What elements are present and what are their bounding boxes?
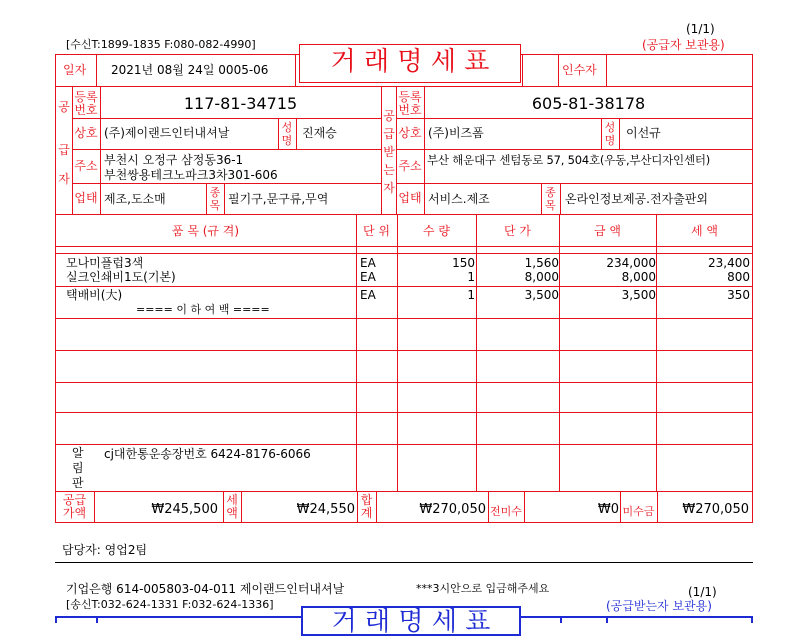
buyer-item-label: 종 목: [545, 186, 556, 212]
col-header-item: 품 목 (규 격): [171, 224, 240, 238]
copy-label: (공급자 보관용): [642, 38, 725, 52]
notice-label: 알 림 판: [72, 446, 84, 490]
col-header-qty: 수 량: [423, 224, 450, 238]
buyer-addr: 부산 해운대구 센텀동로 57, 504호(우동,부산디자인센터): [427, 153, 711, 167]
item-tax: 23,400: [708, 256, 750, 270]
supplier-biz-item: 필기구,문구류,무역: [228, 192, 329, 206]
footer-divider: [55, 562, 753, 563]
end-marker: ==== 이 하 여 백 ====: [136, 303, 270, 316]
item-unit: EA: [360, 270, 376, 284]
sum-label: 합 계: [360, 493, 373, 520]
buyer-reg-label: 등록 번호: [398, 90, 422, 117]
item-qty: 1: [467, 288, 475, 302]
col-header-price: 단 가: [504, 224, 531, 238]
supplier-name-label: 상호: [74, 126, 98, 140]
page-indicator-2: (1/1): [688, 585, 717, 599]
item-qty: 1: [467, 270, 475, 284]
col-header-tax: 세 액: [691, 224, 718, 238]
date-label: 일자: [63, 63, 87, 77]
buyer-section-label: 공 급 받 는 자: [383, 109, 395, 195]
receiver-tel-fax: [수신T:1899-1835 F:080-082-4990]: [66, 38, 256, 51]
document-title: 거 래 명 세 표: [330, 47, 490, 77]
item-amount: 3,500: [621, 288, 656, 302]
item-qty: 150: [452, 256, 475, 270]
item-price: 1,560: [524, 256, 559, 270]
prev-due-value: ₩0: [597, 502, 619, 517]
supplier-reg-no: 117-81-34715: [183, 94, 298, 113]
supplier-addr-line2: 부천쌍용테크노파크3차301-606: [104, 168, 278, 182]
bank-info: 기업은행 614-005803-04-011 제이랜드인터내셔날: [66, 582, 345, 596]
supply-amount-label: 공급 가액: [62, 493, 87, 520]
prev-due-label: 전미수: [490, 505, 522, 518]
supplier-reg-label: 등록 번호: [74, 90, 98, 117]
item-unit: EA: [360, 288, 376, 302]
document-title-2: 거 래 명 세 표: [331, 607, 491, 637]
supplier-item-label: 종 목: [209, 186, 221, 212]
col-header-amount: 금 액: [594, 224, 621, 238]
buyer-biz-item: 온라인정보제공.전자출판외: [565, 192, 708, 206]
page-indicator: (1/1): [686, 22, 715, 36]
supplier-addr-line1: 부천시 오정구 삼정동36-1: [104, 153, 244, 167]
item-price: 3,500: [524, 288, 559, 302]
item-unit: EA: [360, 256, 376, 270]
buyer-ceo: 이선규: [626, 126, 661, 140]
col-header-unit: 단 위: [363, 224, 390, 238]
item-amount: 8,000: [621, 270, 656, 284]
supplier-biz-type: 제조,도소매: [104, 192, 166, 206]
supplier-addr-label: 주소: [74, 159, 98, 173]
buyer-name-label: 상호: [398, 126, 422, 140]
buyer-biz-type: 서비스.제조: [428, 192, 490, 206]
copy-label-2: (공급받는자 보관용): [606, 599, 712, 613]
item-tax: 350: [727, 288, 750, 302]
sender-tel-fax: [송신T:032-624-1331 F:032-624-1336]: [66, 598, 274, 611]
buyer-ceo-label: 성 명: [604, 121, 616, 147]
item-tax: 800: [727, 270, 750, 284]
supplier-section-label: 공 급 자: [58, 100, 70, 186]
item-price: 8,000: [524, 270, 559, 284]
item-name: 실크인쇄비1도(기본): [66, 270, 176, 284]
buyer-name: (주)비즈폼: [428, 126, 484, 140]
item-amount: 234,000: [606, 256, 656, 270]
date-value: 2021년 08월 24일 0005-06: [111, 63, 269, 77]
supplier-biz-label: 업태: [74, 191, 98, 205]
sum-value: ₩270,050: [419, 502, 486, 517]
due-value: ₩270,050: [682, 502, 749, 517]
tax-amount-value: ₩24,550: [296, 502, 355, 517]
supplier-ceo-label: 성 명: [281, 121, 293, 147]
manager: 담당자: 영업2팀: [62, 543, 148, 557]
supplier-name: (주)제이랜드인터내셔날: [104, 126, 230, 140]
deposit-notice: ***3시안으로 입금해주세요: [416, 582, 550, 595]
supplier-ceo: 진재승: [302, 126, 337, 140]
buyer-addr-label: 주소: [398, 159, 422, 173]
buyer-biz-label: 업태: [398, 191, 422, 205]
due-label: 미수금: [622, 505, 655, 518]
supply-amount-value: ₩245,500: [151, 502, 218, 517]
receiver-sign-label: 인수자: [562, 63, 597, 77]
buyer-reg-no: 605-81-38178: [531, 94, 646, 113]
item-name: 모나미플럽3색: [66, 256, 144, 270]
tax-amount-label: 세 액: [226, 493, 238, 520]
item-name: 택배비(大): [66, 288, 123, 302]
notice-text: cj대한통운송장번호 6424-8176-6066: [104, 447, 311, 461]
